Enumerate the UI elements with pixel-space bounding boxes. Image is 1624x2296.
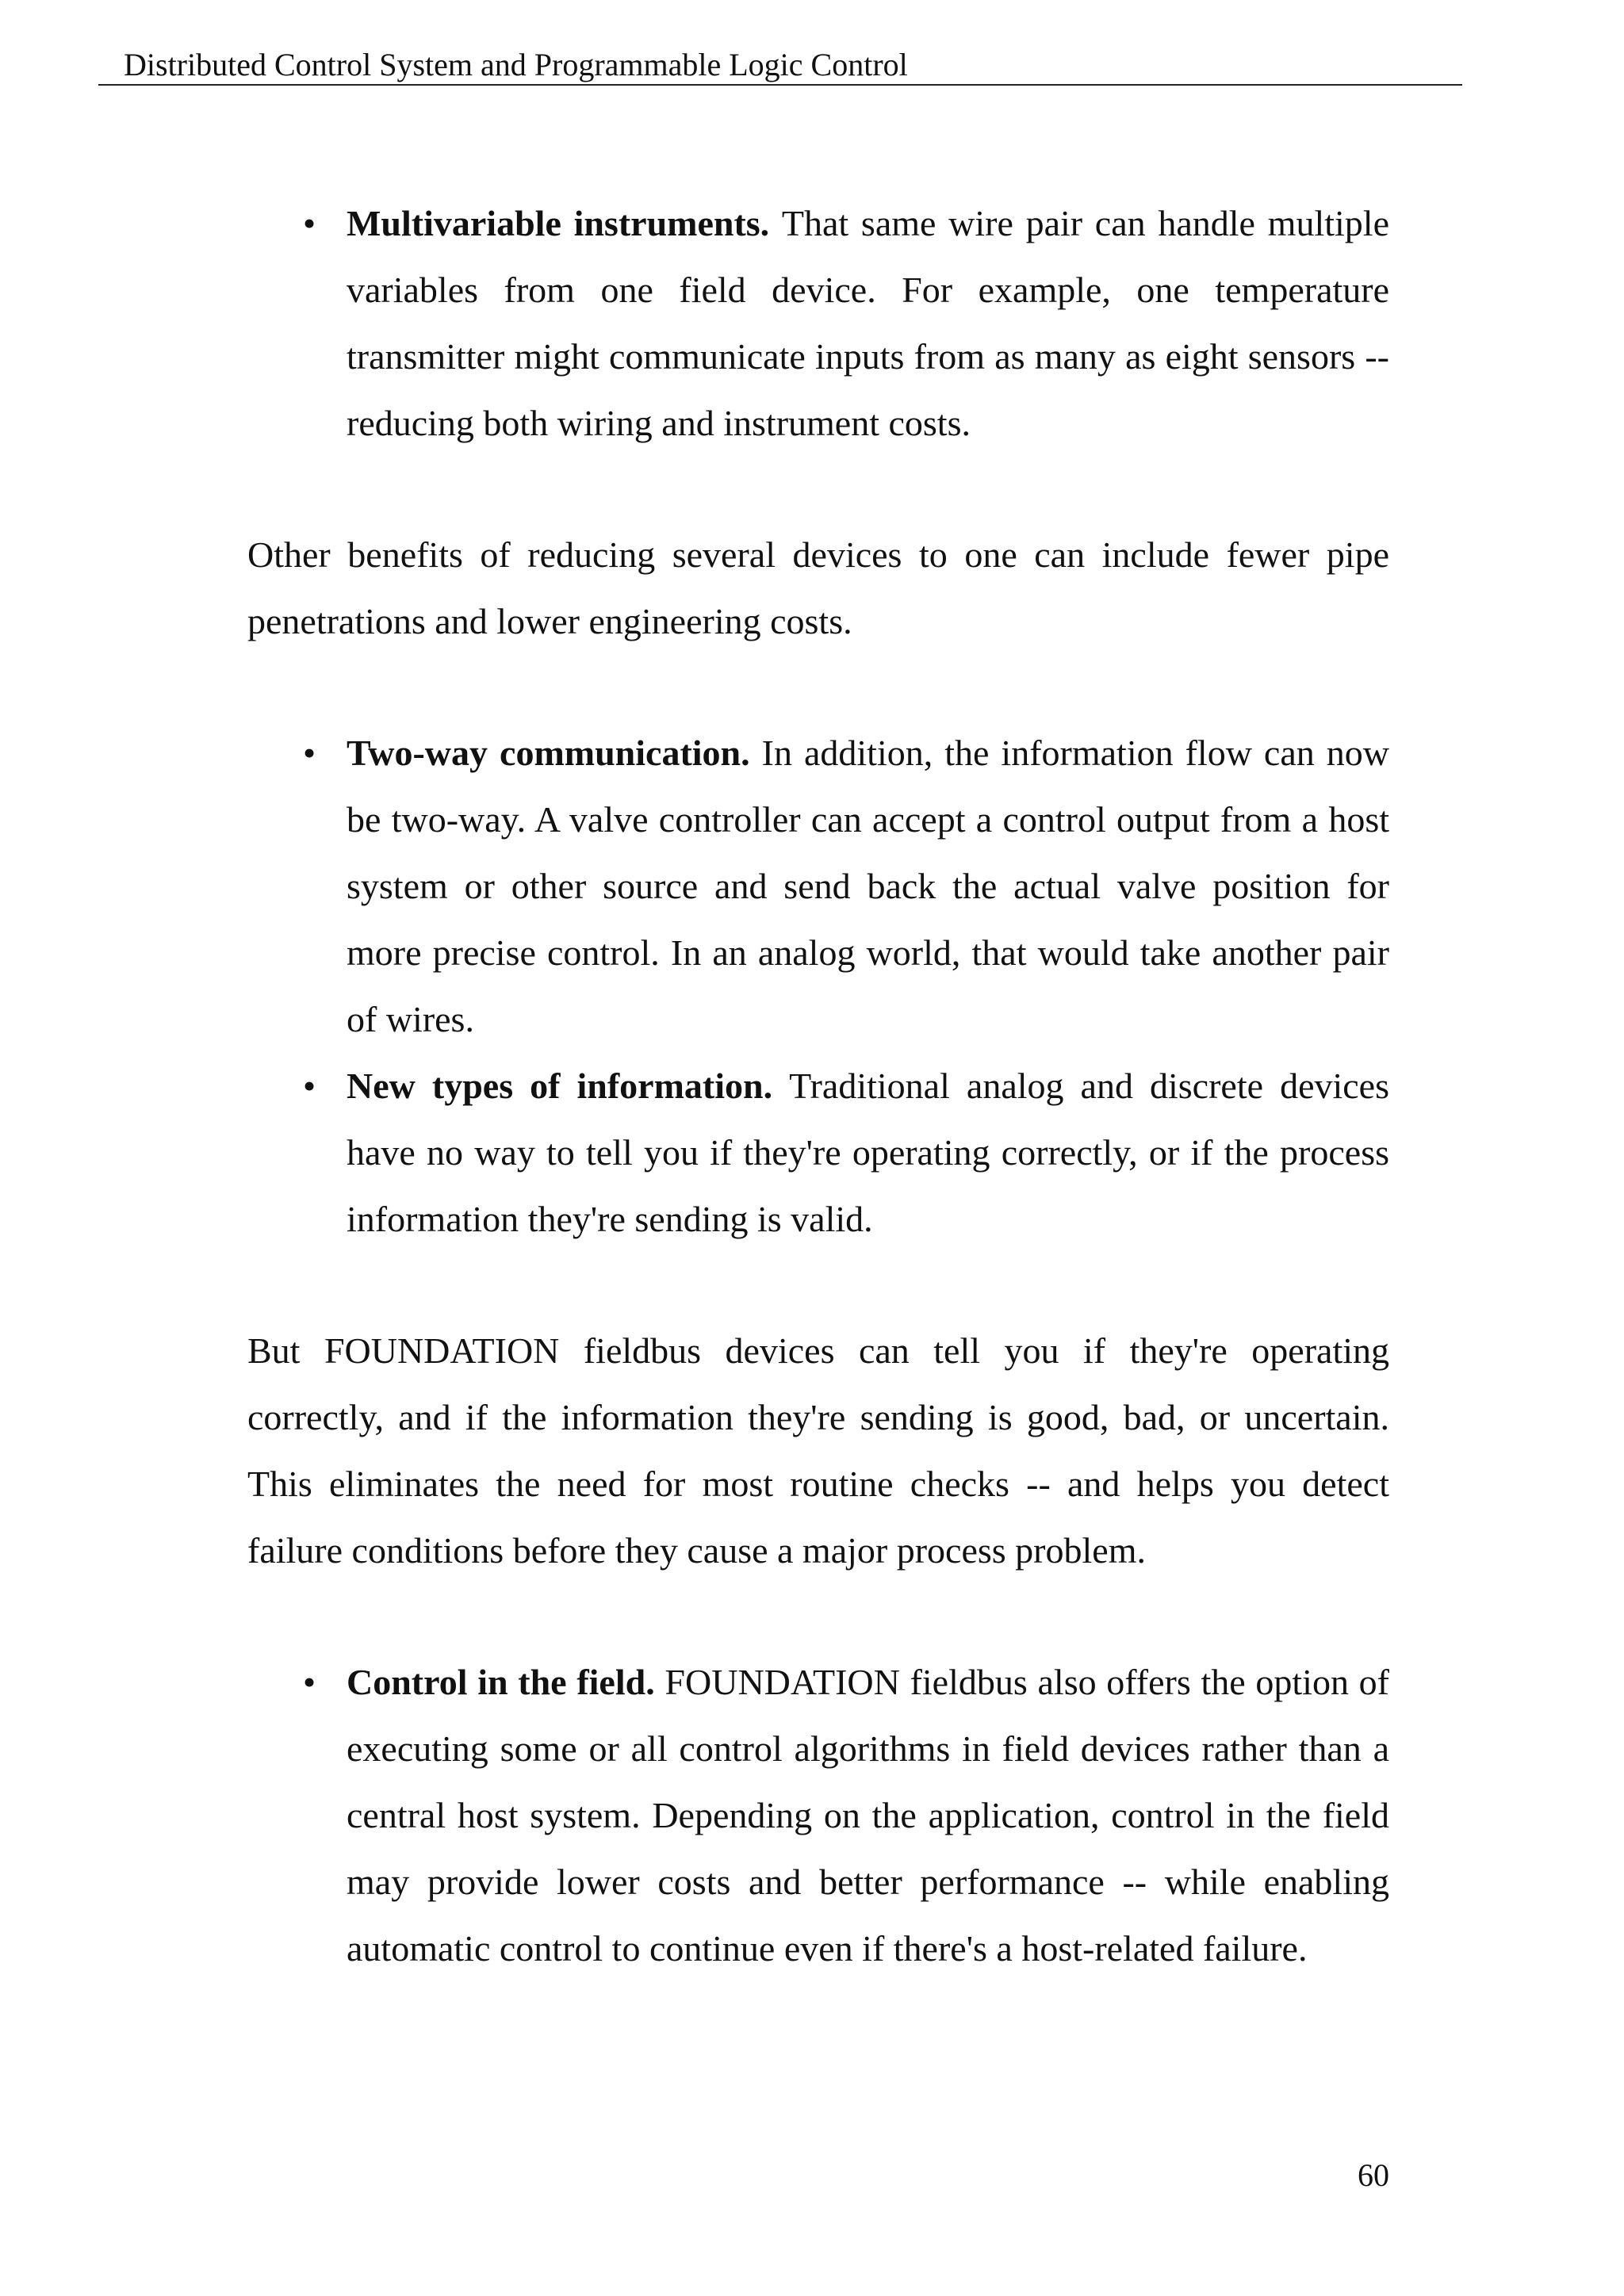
running-header: Distributed Control System and Programmable Logic Control — [98, 46, 1462, 86]
page-number: 60 — [1358, 2157, 1389, 2193]
bullet-text: In addition, the information flow can now be two-way. A valve controller can accept a control output from a host system or other source and send back the actual valve position for more precise control. In an analog world, that would take another pair of wires. — [347, 733, 1389, 1039]
list-item — [247, 1053, 1389, 1253]
list-item — [247, 1649, 1389, 1982]
bullet-title: Multivariable instruments. — [347, 203, 782, 243]
paragraph-foundation-fieldbus: But FOUNDATION fieldbus devices can tell you if they're operating correctly, and if the information they're sending is good, bad, or uncertain. This eliminates the need for most routine checks -- and helps you detect failure conditions before they cause a major process problem. — [247, 1330, 1389, 1571]
bullet-icon: • — [302, 1662, 316, 1702]
paragraph-other-benefits: Other benefits of reducing several devices to one can include fewer pipe penetrations and lower engineering costs. — [247, 534, 1389, 641]
bullet-icon: • — [302, 733, 316, 773]
bullet-text: Traditional analog and discrete devices have no way to tell you if they're operating correctly, or if the process information they're sending is valid. — [347, 1066, 1389, 1239]
bullet-list-1 — [247, 190, 1389, 457]
list-item — [247, 720, 1389, 1053]
bullet-title: New types of information. — [347, 1066, 790, 1106]
list-item — [247, 190, 1389, 457]
bullet-icon: • — [302, 1066, 316, 1106]
bullet-title: Two-way communication. — [347, 733, 762, 773]
bullet-text: That same wire pair can handle multiple variables from one field device. For example, one temperature transmitter might communicate inputs from as many as eight sensors -- reducing both wiring and instrument costs. — [347, 203, 1389, 443]
bullet-list-3 — [247, 1649, 1389, 1982]
page-content — [247, 190, 1389, 1982]
bullet-title: Control in the field. — [347, 1662, 665, 1702]
bullet-text: FOUNDATION fieldbus also offers the option of executing some or all control algorithms in field devices rather than a central host system. Depending on the application, control in the field may provide lower costs and better performance -- while enabling automatic control to continue even if there's a host-related failure. — [347, 1662, 1389, 1969]
bullet-list-2 — [247, 720, 1389, 1253]
bullet-icon: • — [302, 203, 316, 243]
